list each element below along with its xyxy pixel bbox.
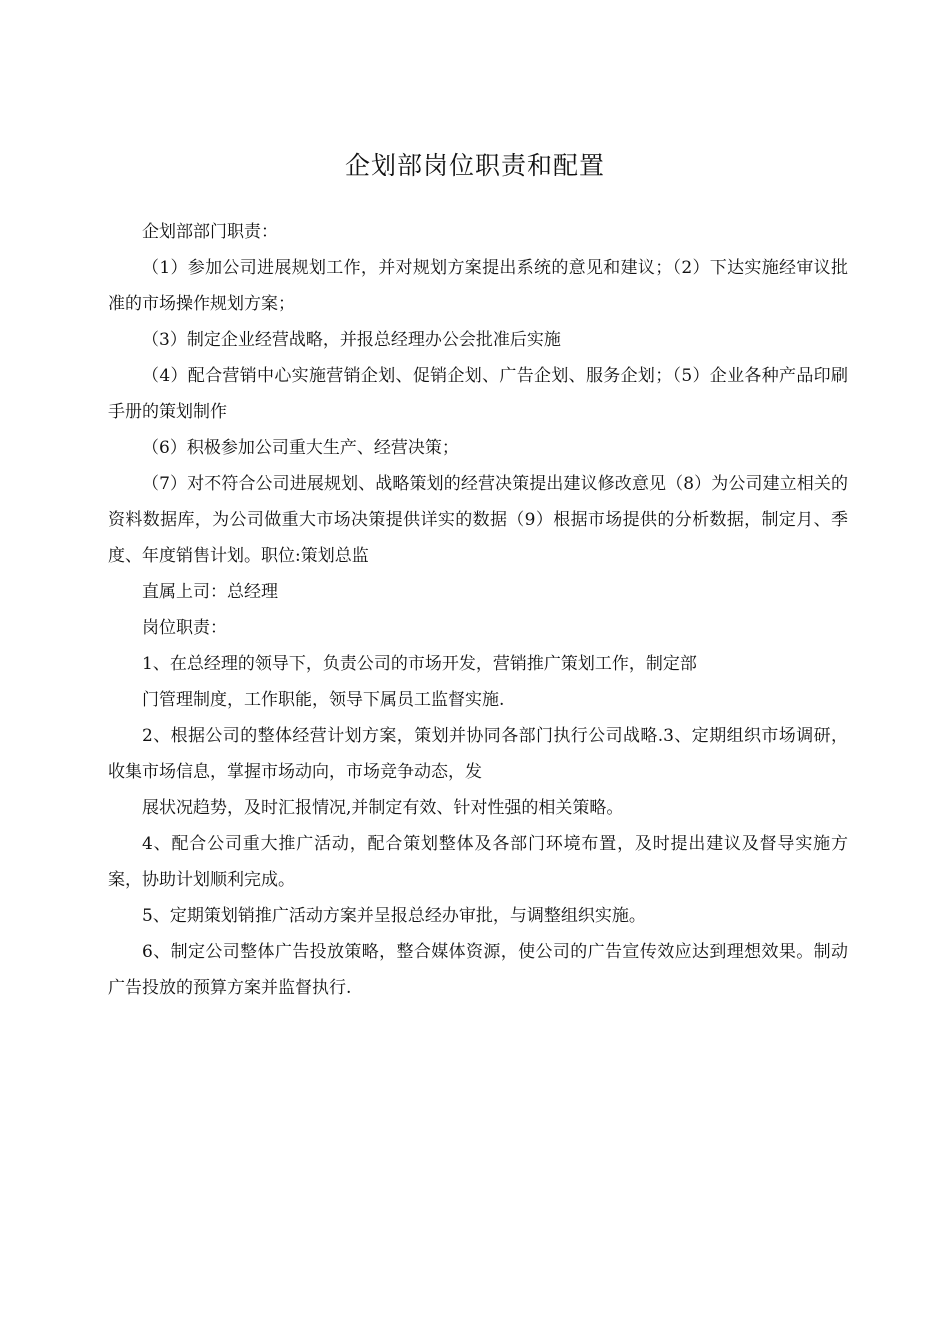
paragraph-position-duty-6: 6、制定公司整体广告投放策略，整合媒体资源，使公司的广告宣传效应达到理想效果。制动广告投放的预算方案并监督执行.: [108, 942, 848, 998]
paragraph-position-duty-2-3a: 2、根据公司的整体经营计划方案，策划并协同各部门执行公司战略.3、定期组织市场调研，收集市场信息，掌握市场动向，市场竞争动态，发: [108, 726, 848, 782]
paragraph-direct-supervisor: 直属上司：总经理: [142, 582, 278, 602]
document-body: [108, 214, 848, 1006]
paragraph-duty-6: （6）积极参加公司重大生产、经营决策；: [142, 438, 459, 458]
document-title: 企划部岗位职责和配置: [344, 151, 605, 180]
paragraph-duty-4-5: （4）配合营销中心实施营销企划、促销企划、广告企划、服务企划；（5）企业各种产品印刷手册的策划制作: [108, 366, 848, 422]
paragraph-position-duty-1b: 门管理制度，工作职能，领导下属员工监督实施.: [142, 690, 505, 710]
paragraph-position-duty-5: 5、定期策划销推广活动方案并呈报总经办审批，与调整组织实施。: [142, 906, 646, 926]
paragraph-position-duties-heading: 岗位职责：: [142, 618, 227, 638]
paragraph-position-duty-3b: 展状况趋势，及时汇报情况,并制定有效、针对性强的相关策略。: [142, 798, 624, 818]
paragraph-department-duties-heading: 企划部部门职责：: [142, 222, 278, 242]
paragraph-duty-1-2: （1）参加公司进展规划工作，并对规划方案提出系统的意见和建议；（2）下达实施经审议批准的市场操作规划方案；: [108, 258, 848, 314]
paragraph-duty-3: （3）制定企业经营战略，并报总经理办公会批准后实施: [142, 330, 561, 350]
paragraph-duty-7-9: （7）对不符合公司进展规划、战略策划的经营决策提出建议修改意见（8）为公司建立相关的资料数据库，为公司做重大市场决策提供详实的数据（9）根据市场提供的分析数据，制定月、季度、年度销售计划。职位:策划总监: [108, 474, 848, 566]
paragraph-position-duty-1a: 1、在总经理的领导下，负责公司的市场开发，营销推广策划工作，制定部: [142, 654, 697, 674]
paragraph-position-duty-4: 4、配合公司重大推广活动，配合策划整体及各部门环境布置，及时提出建议及督导实施方案，协助计划顺利完成。: [108, 834, 848, 890]
